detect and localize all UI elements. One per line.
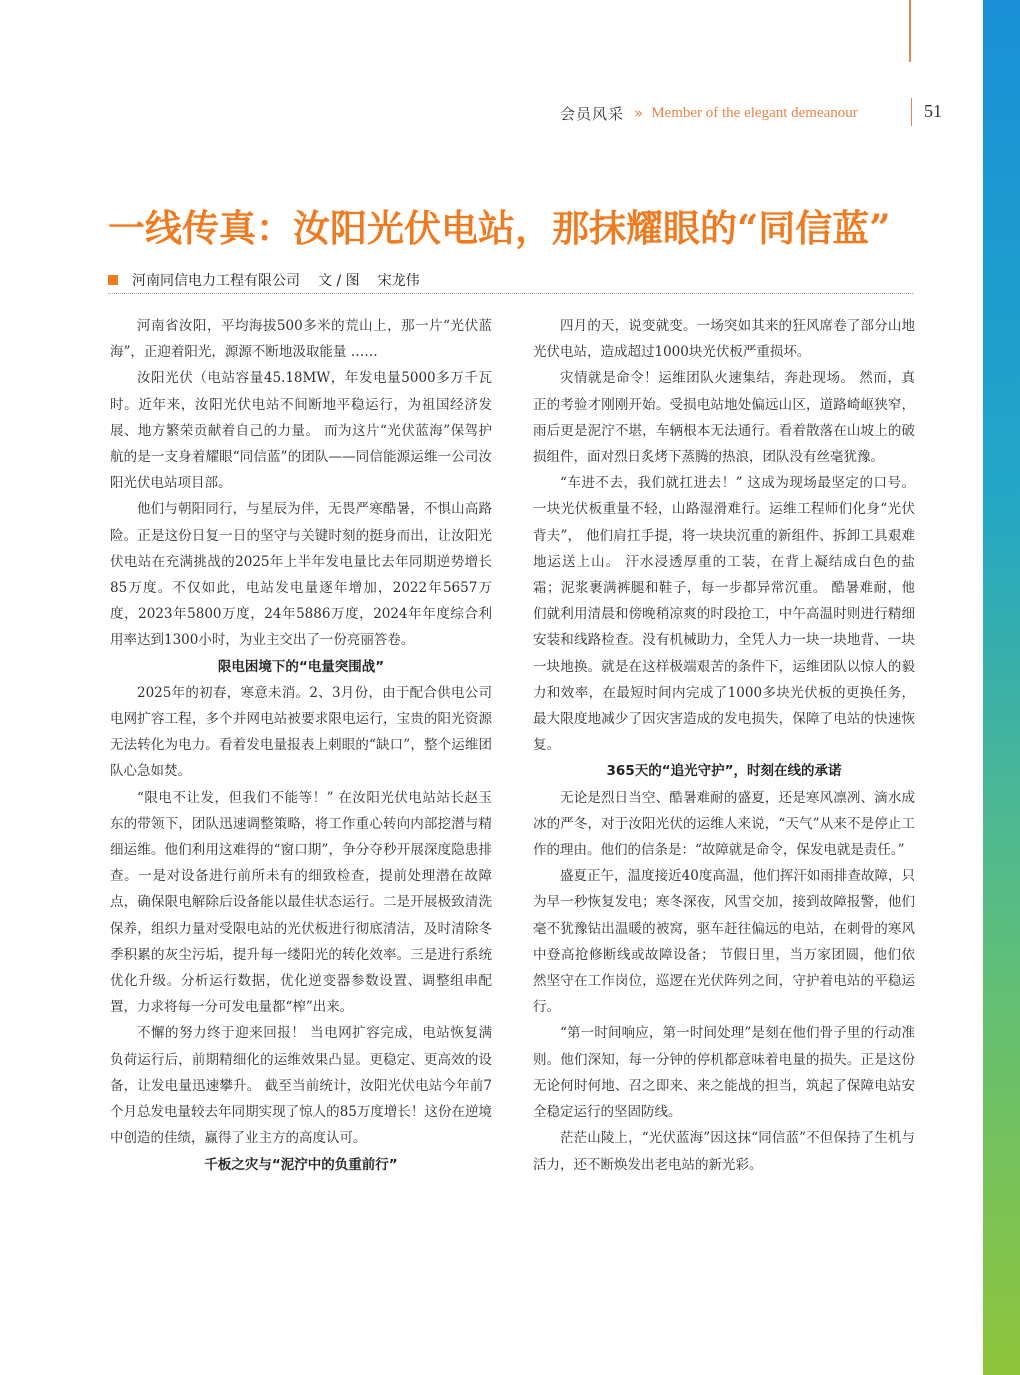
byline xyxy=(108,270,420,290)
byline-credit: 文 / 图 xyxy=(318,273,360,289)
body-paragraph: 河南省汝阳，平均海拔500多米的荒山上，那一片“光伏蓝海”，正迎着阳光，源源不断地汲取能量 …… xyxy=(110,318,492,361)
section-heading: 限电困境下的“电量突围战” xyxy=(217,658,385,675)
body-paragraph: “车进不去，我们就扛进去！” 这成为现场最坚定的口号。一块光伏板重量不轻，山路湿滑难行。运维工程师们化身“光伏背夫”， 他们肩扛手提，将一块块沉重的新组件、拆卸工具艰难地运送上山。 汗水浸透厚重的工装，在背上凝结成白色的盐霜；泥浆裹满裤腿和鞋子，每一步都异常沉重。 酷暑难耐，他们就利用清晨和傍晚稍凉爽的时段抢工，中午高温时则进行精细安装和线路检查。没有机械助力，全凭人力一块一块地背、一块一块地换。就是在这样极端艰苦的条件下，运维团队以惊人的毅力和效率，在最短时间内完成了1000多块光伏板的更换任务，最大限度地减少了因灾害造成的发电损失，保障了电站的快速恢复。 xyxy=(533,475,915,754)
section-title-cn: 会员风采 xyxy=(560,104,625,123)
running-header xyxy=(560,101,858,125)
header-separator xyxy=(911,98,912,126)
body-paragraph: 不懈的努力终于迎来回报！ 当电网扩容完成，电站恢复满负荷运行后，前期精细化的运维效果凸显。更稳定、更高效的设备，让发电量迅速攀升。 截至当前统计，汝阳光伏电站今年前7个月总发电量较去年同期实现了惊人的85万度增长！这份在逆境中创造的佳绩，赢得了业主方的高度认可。 xyxy=(110,1025,492,1147)
body-paragraph: 2025年的初春，寒意未消。2、3月份，由于配合供电公司电网扩容工程，多个并网电站被要求限电运行，宝贵的阳光资源无法转化为电力。看着发电量报表上刺眼的“缺口”，整个运维团队心急如焚。 xyxy=(110,684,492,780)
decorative-side-bar xyxy=(983,0,1020,1375)
body-paragraph: “第一时间响应，第一时间处理”是刻在他们骨子里的行动准则。他们深知，每一分钟的停机都意味着电量的损失。正是这份无论何时何地、召之即来、来之能战的担当，筑起了保障电站安全稳定运行的坚固防线。 xyxy=(533,1025,915,1121)
page-number: 51 xyxy=(924,101,942,121)
section-heading: 千板之灾与“泥泞中的负重前行” xyxy=(204,1156,398,1173)
article-title: 一线传真：汝阳光伏电站，那抹耀眼的“同信蓝” xyxy=(108,206,891,250)
section-title-en: Member of the elegant demeanour xyxy=(651,104,858,121)
byline-author: 宋龙伟 xyxy=(377,273,420,289)
body-paragraph: 茫茫山陵上，“光伏蓝海”因这抹“同信蓝”不但保持了生机与活力，还不断焕发出老电站的新光彩。 xyxy=(533,1130,915,1173)
body-paragraph: 四月的天，说变就变。一场突如其来的狂风席卷了部分山地光伏电站，造成超过1000块光伏板严重损坏。 xyxy=(533,318,915,361)
left-column xyxy=(110,313,492,1178)
body-paragraph: 无论是烈日当空、酷暑难耐的盛夏，还是寒风凛冽、滴水成冰的严冬，对于汝阳光伏的运维人来说，“天气”从来不是停止工作的理由。他们的信条是：“故障就是命令，保发电就是责任。” xyxy=(533,789,915,859)
body-paragraph: 灾情就是命令！运维团队火速集结，奔赴现场。 然而，真正的考验才刚刚开始。受损电站地处偏远山区，道路崎岖狭窄，雨后更是泥泞不堪，车辆根本无法通行。看着散落在山坡上的破损组件，面对烈日炙烤下蒸腾的热浪，团队没有丝毫犹豫。 xyxy=(533,370,915,466)
body-paragraph: 汝阳光伏（电站容量45.18MW，年发电量5000多万千瓦时。近年来，汝阳光伏电站不间断地平稳运行，为祖国经济发展、地方繁荣贡献着自己的力量。 而为这片“光伏蓝海”保驾护航的是一支身着耀眼“同信蓝”的团队——同信能源运维一公司汝阳光伏电站项目部。 xyxy=(110,370,492,492)
dotted-divider xyxy=(108,293,913,294)
byline-company: 河南同信电力工程有限公司 xyxy=(132,273,300,289)
body-paragraph: 盛夏正午，温度接近40度高温，他们挥汗如雨排查故障，只为早一秒恢复发电；寒冬深夜，风雪交加，接到故障报警，他们毫不犹豫钻出温暖的被窝，驱车赶往偏远的电站，在刺骨的寒风中登高抢修断线或故障设备； 节假日里，当万家团圆，他们依然坚守在工作岗位，巡逻在光伏阵列之间，守护着电站的平稳运行。 xyxy=(533,868,915,1016)
double-chevron-icon: » xyxy=(634,104,644,122)
body-paragraph: “限电不让发，但我们不能等！” 在汝阳光伏电站站长赵玉东的带领下，团队迅速调整策略，将工作重心转向内部挖潜与精细运维。他们利用这难得的“窗口期”，争分夺秒开展深度隐患排查。一是对设备进行前所未有的细致检查，提前处理潜在故障点，确保限电解除后设备能以最佳状态运行。二是开展极致清洗保养，组织力量对受限电站的光伏板进行彻底清洁，及时清除冬季积累的灰尘污垢，提升每一缕阳光的转化效率。三是进行系统优化升级。分析运行数据，优化逆变器参数设置、调整组串配置，力求将每一分可发电量都“榨”出来。 xyxy=(110,789,492,1016)
top-rule xyxy=(909,0,911,62)
square-bullet-icon xyxy=(108,275,118,285)
right-column xyxy=(533,313,915,1178)
body-paragraph: 他们与朝阳同行，与星辰为伴，无畏严寒酷暑，不惧山高路险。正是这份日复一日的坚守与关键时刻的挺身而出，让汝阳光伏电站在充满挑战的2025年上半年发电量比去年同期逆势增长85万度。不仅如此，电站发电量逐年增加，2022年5657万度，2023年5800万度，24年5886万度，2024年年度综合利用率达到1300小时，为业主交出了一份亮丽答卷。 xyxy=(110,501,492,649)
section-heading: 365天的“追光守护”，时刻在线的承诺 xyxy=(606,763,842,780)
